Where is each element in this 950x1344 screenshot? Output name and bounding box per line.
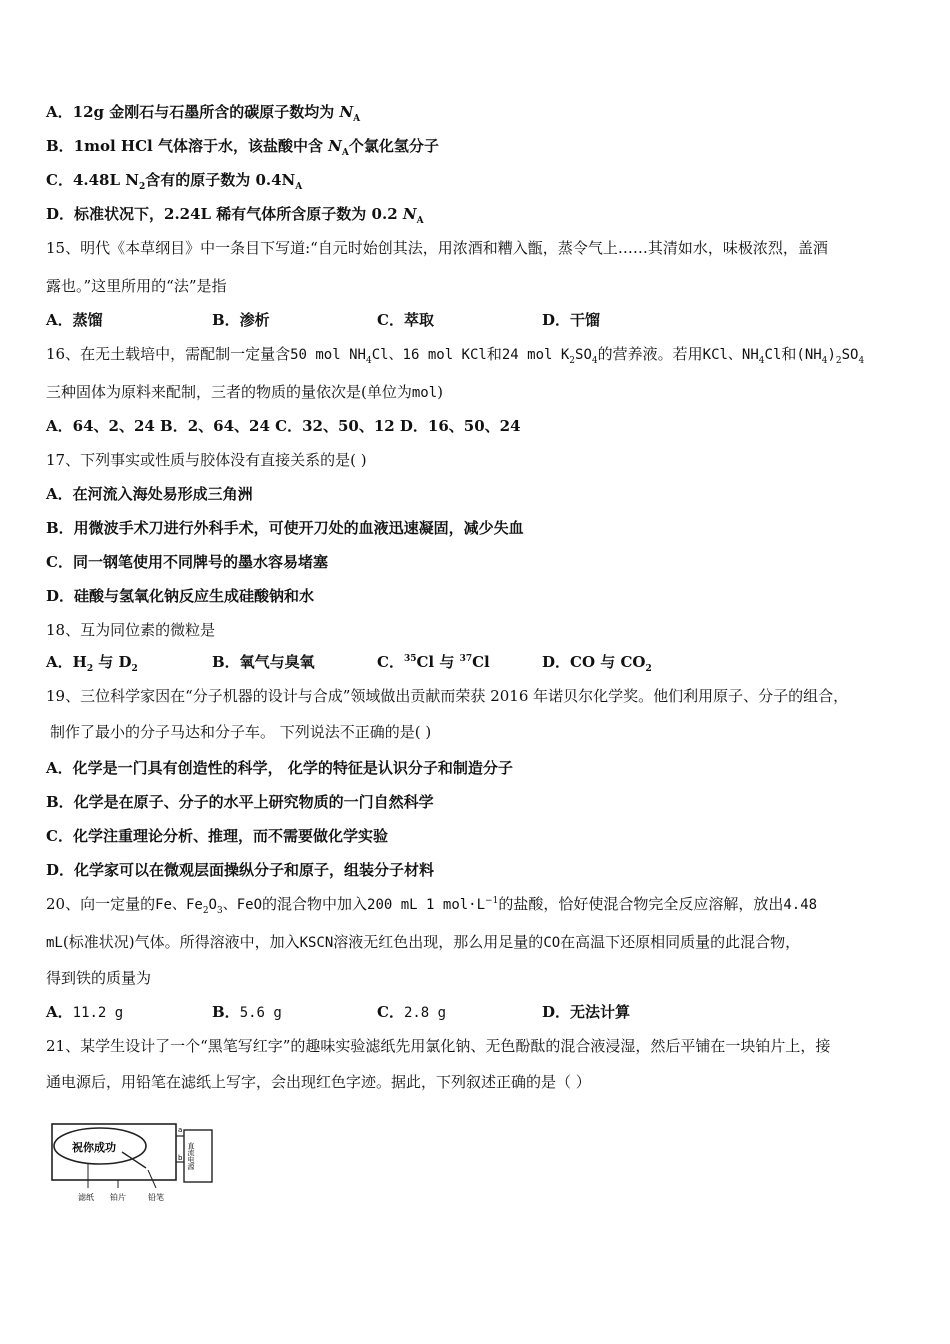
q16-text-i: Cl bbox=[764, 347, 782, 363]
q16-sub-l: 2 bbox=[835, 356, 842, 366]
q20-l2-d: 溶液无红色出现，那么用足量的 bbox=[333, 933, 544, 951]
electrolysis-diagram bbox=[48, 1118, 218, 1208]
q18-c-pre: C． bbox=[377, 653, 404, 671]
q21-stem-line2: 通电源后，用铅笔在滤纸上写字，会出现红色字迹。据此，下列叙述正确的是（ ） bbox=[46, 1073, 591, 1091]
q20-sub-c: 3 bbox=[216, 906, 223, 916]
q14-option-a bbox=[46, 102, 360, 122]
q20-text-c: O bbox=[208, 897, 217, 913]
q20-text-f: 200 mL 1 mol·L bbox=[367, 897, 486, 913]
q18-option-d bbox=[542, 652, 652, 672]
q15-option-b: B．渗析 bbox=[212, 311, 270, 329]
q17-stem: 17、下列事实或性质与胶体没有直接关系的是( ) bbox=[46, 451, 367, 469]
q14-option-d bbox=[46, 204, 424, 224]
q14-b-suffix: 个氯化氢分子 bbox=[348, 137, 439, 155]
q14-d-text: D．标准状况下，2.24L 稀有气体所含原子数为 0.2 bbox=[46, 205, 403, 223]
q14-option-c bbox=[46, 170, 302, 190]
q14-d-sub: A bbox=[416, 216, 424, 226]
pencil-line bbox=[122, 1152, 146, 1168]
q20-text-e: 的混合物中加入 bbox=[262, 895, 368, 913]
q16-options: A．64、2、24 B．2、64、24 C．32、50、12 D．16、50、24 bbox=[46, 417, 521, 435]
q15-option-c: C．萃取 bbox=[377, 311, 434, 329]
q16-sub-m: 4 bbox=[858, 356, 865, 366]
q16-text-h: KCl、NH bbox=[702, 347, 759, 363]
q20-l2-c: KSCN bbox=[299, 935, 334, 951]
q20-a-val: 11.2 g bbox=[72, 1005, 124, 1021]
q16-text-c: Cl、16 mol KCl bbox=[371, 347, 487, 363]
q20-sup-f: −1 bbox=[485, 896, 499, 906]
q20-stem-line3: 得到铁的质量为 bbox=[46, 969, 152, 987]
q16-text-e: 24 mol K bbox=[501, 347, 570, 363]
q14-c-sub2: A bbox=[295, 182, 303, 192]
q20-text-b: Fe、Fe bbox=[155, 897, 203, 913]
q20-l2-f: 在高温下还原相同质量的此混合物， bbox=[560, 933, 801, 951]
q18-a-sub1: 2 bbox=[86, 664, 94, 674]
q20-b-pre: B． bbox=[212, 1003, 240, 1021]
q15-option-a: A．蒸馏 bbox=[46, 311, 103, 329]
q18-option-b: B．氧气与臭氧 bbox=[212, 653, 315, 671]
q16-text-d: 和 bbox=[486, 345, 502, 363]
q20-sub-b: 2 bbox=[202, 906, 209, 916]
q14-b-sub: A bbox=[341, 148, 349, 158]
q20-c-val: 2.8 g bbox=[403, 1005, 447, 1021]
q16-sub-b: 4 bbox=[365, 356, 372, 366]
q19-stem-line2: 制作了最小的分子马达和分子车。 下列说法不正确的是( ) bbox=[50, 723, 432, 741]
q18-d-sub: 2 bbox=[645, 664, 652, 674]
q19-option-a: A．化学是一门具有创造性的科学， 化学的特征是认识分子和制造分子 bbox=[46, 759, 513, 777]
q16-text-j: 和 bbox=[781, 345, 797, 363]
q19-option-c: C．化学注重理论分析、推理，而不需要做化学实验 bbox=[46, 827, 388, 845]
q15-option-d: D．干馏 bbox=[542, 311, 601, 329]
q16-text-l: ) bbox=[827, 347, 836, 363]
q14-b-text: B．1mol HCl 气体溶于水，该盐酸中含 bbox=[46, 137, 329, 155]
q14-c-sub1: 2 bbox=[138, 182, 146, 192]
q14-option-b bbox=[46, 136, 439, 156]
q20-option-a bbox=[46, 1002, 123, 1023]
q21-stem-line1: 21、某学生设计了一个“黑笔写红字”的趣味实验滤纸先用氯化钠、无色酚酞的混合液浸湿，然后平铺在一块铂片上，接 bbox=[46, 1037, 831, 1055]
q14-b-symbol: N bbox=[328, 137, 342, 155]
q14-c-mid: 含有的原子数为 0.4N bbox=[145, 171, 296, 189]
q17-option-a: A．在河流入海处易形成三角洲 bbox=[46, 485, 253, 503]
q18-d-pre: D．CO 与 CO bbox=[542, 653, 646, 671]
q14-a-sub: A bbox=[353, 114, 361, 124]
q16-line2-c: ) bbox=[437, 383, 444, 401]
q16-text-a: 16、在无土载培中，需配制一定量含 bbox=[46, 345, 291, 363]
q20-c-pre: C． bbox=[377, 1003, 404, 1021]
q16-stem-line1 bbox=[46, 344, 864, 365]
q17-option-b: B．用微波手术刀进行外科手术，可使开刀处的血液迅速凝固，减少失血 bbox=[46, 519, 524, 537]
q16-sub-e: 2 bbox=[569, 356, 576, 366]
q18-a-sub2: 2 bbox=[131, 664, 138, 674]
q16-line2-a: 三种固体为原料来配制，三者的物质的量依次是(单位为 bbox=[46, 383, 412, 401]
q20-text-g: 的盐酸，恰好使混合物完全反应溶解，放出 bbox=[498, 895, 784, 913]
q19-option-b: B．化学是在原子、分子的水平上研究物质的一门自然科学 bbox=[46, 793, 434, 811]
q15-stem-line2: 露也。”这里所用的“法”是指 bbox=[46, 277, 227, 295]
q20-text-h: 4.48 bbox=[783, 897, 818, 913]
pointer-pencil bbox=[148, 1170, 156, 1188]
q20-l2-b: (标准状况)气体。所得溶液中，加入 bbox=[62, 933, 300, 951]
q14-c-text: C．4.48L N bbox=[46, 171, 139, 189]
q20-option-c bbox=[377, 1002, 446, 1023]
q18-c-end: Cl bbox=[472, 653, 490, 671]
q21-figure bbox=[48, 1118, 218, 1208]
q17-option-c: C．同一钢笔使用不同牌号的墨水容易堵塞 bbox=[46, 553, 328, 571]
q17-option-d: D．硅酸与氢氧化钠反应生成硅酸钠和水 bbox=[46, 587, 315, 605]
q20-text-a: 20、向一定量的 bbox=[46, 895, 156, 913]
q18-c-sup2: 37 bbox=[459, 654, 473, 664]
q20-text-d: 、FeO bbox=[222, 897, 263, 913]
q20-a-pre: A． bbox=[46, 1003, 73, 1021]
power-supply-label: 直流电源 bbox=[187, 1142, 195, 1170]
label-pencil: 铅笔 bbox=[148, 1193, 164, 1202]
terminal-a-label: a bbox=[178, 1126, 183, 1134]
q16-sub-k: 4 bbox=[821, 356, 828, 366]
terminal-b-label: b bbox=[178, 1154, 183, 1162]
q14-d-symbol: N bbox=[402, 205, 417, 223]
q18-option-a bbox=[46, 652, 138, 672]
q16-sub-h: 4 bbox=[758, 356, 765, 366]
q16-text-f: SO bbox=[575, 347, 592, 363]
q18-option-c bbox=[377, 652, 490, 672]
q16-line2-b: mol bbox=[411, 385, 438, 401]
q20-stem-line1 bbox=[46, 894, 817, 915]
q20-l2-a: mL bbox=[46, 935, 63, 951]
label-platinum-plate: 铂片 bbox=[110, 1193, 126, 1202]
q16-sub-f: 4 bbox=[591, 356, 598, 366]
q20-stem-line2 bbox=[46, 932, 800, 953]
q16-text-k: (NH bbox=[796, 347, 822, 363]
q14-a-symbol: N bbox=[339, 103, 354, 121]
q15-stem-line1: 15、明代《本草纲目》中一条目下写道:“自元时始创其法，用浓酒和糟入甑，蒸令气上……其清如水，味极浓烈，盖酒 bbox=[46, 239, 828, 257]
label-filter-paper: 滤纸 bbox=[78, 1193, 94, 1202]
q16-text-m: SO bbox=[841, 347, 859, 363]
q18-c-sup1: 35 bbox=[403, 654, 417, 664]
q16-text-b: 50 mol NH bbox=[290, 347, 366, 363]
q19-stem-line1: 19、三位科学家因在“分子机器的设计与合成”领域做出贡献而荣获 2016 年诺贝尔化学奖。他们利用原子、分子的组合， bbox=[46, 687, 849, 705]
q20-l2-e: CO bbox=[543, 935, 561, 951]
q14-a-text: A．12g 金刚石与石墨所含的碳原子数均为 bbox=[46, 103, 340, 121]
figure-center-text: 祝你成功 bbox=[72, 1141, 116, 1154]
q18-stem: 18、互为同位素的微粒是 bbox=[46, 621, 216, 639]
q20-option-d: D．无法计算 bbox=[542, 1003, 631, 1021]
q16-text-g: 的营养液。若用 bbox=[597, 345, 703, 363]
q19-option-d: D．化学家可以在微观层面操纵分子和原子，组装分子材料 bbox=[46, 861, 435, 879]
q20-b-val: 5.6 g bbox=[239, 1005, 282, 1021]
q20-option-b bbox=[212, 1002, 282, 1023]
q18-a-pre: A．H bbox=[46, 653, 87, 671]
q16-stem-line2 bbox=[46, 382, 443, 403]
q18-a-mid: 与 D bbox=[93, 653, 132, 671]
q18-c-mid: Cl 与 bbox=[416, 653, 460, 671]
